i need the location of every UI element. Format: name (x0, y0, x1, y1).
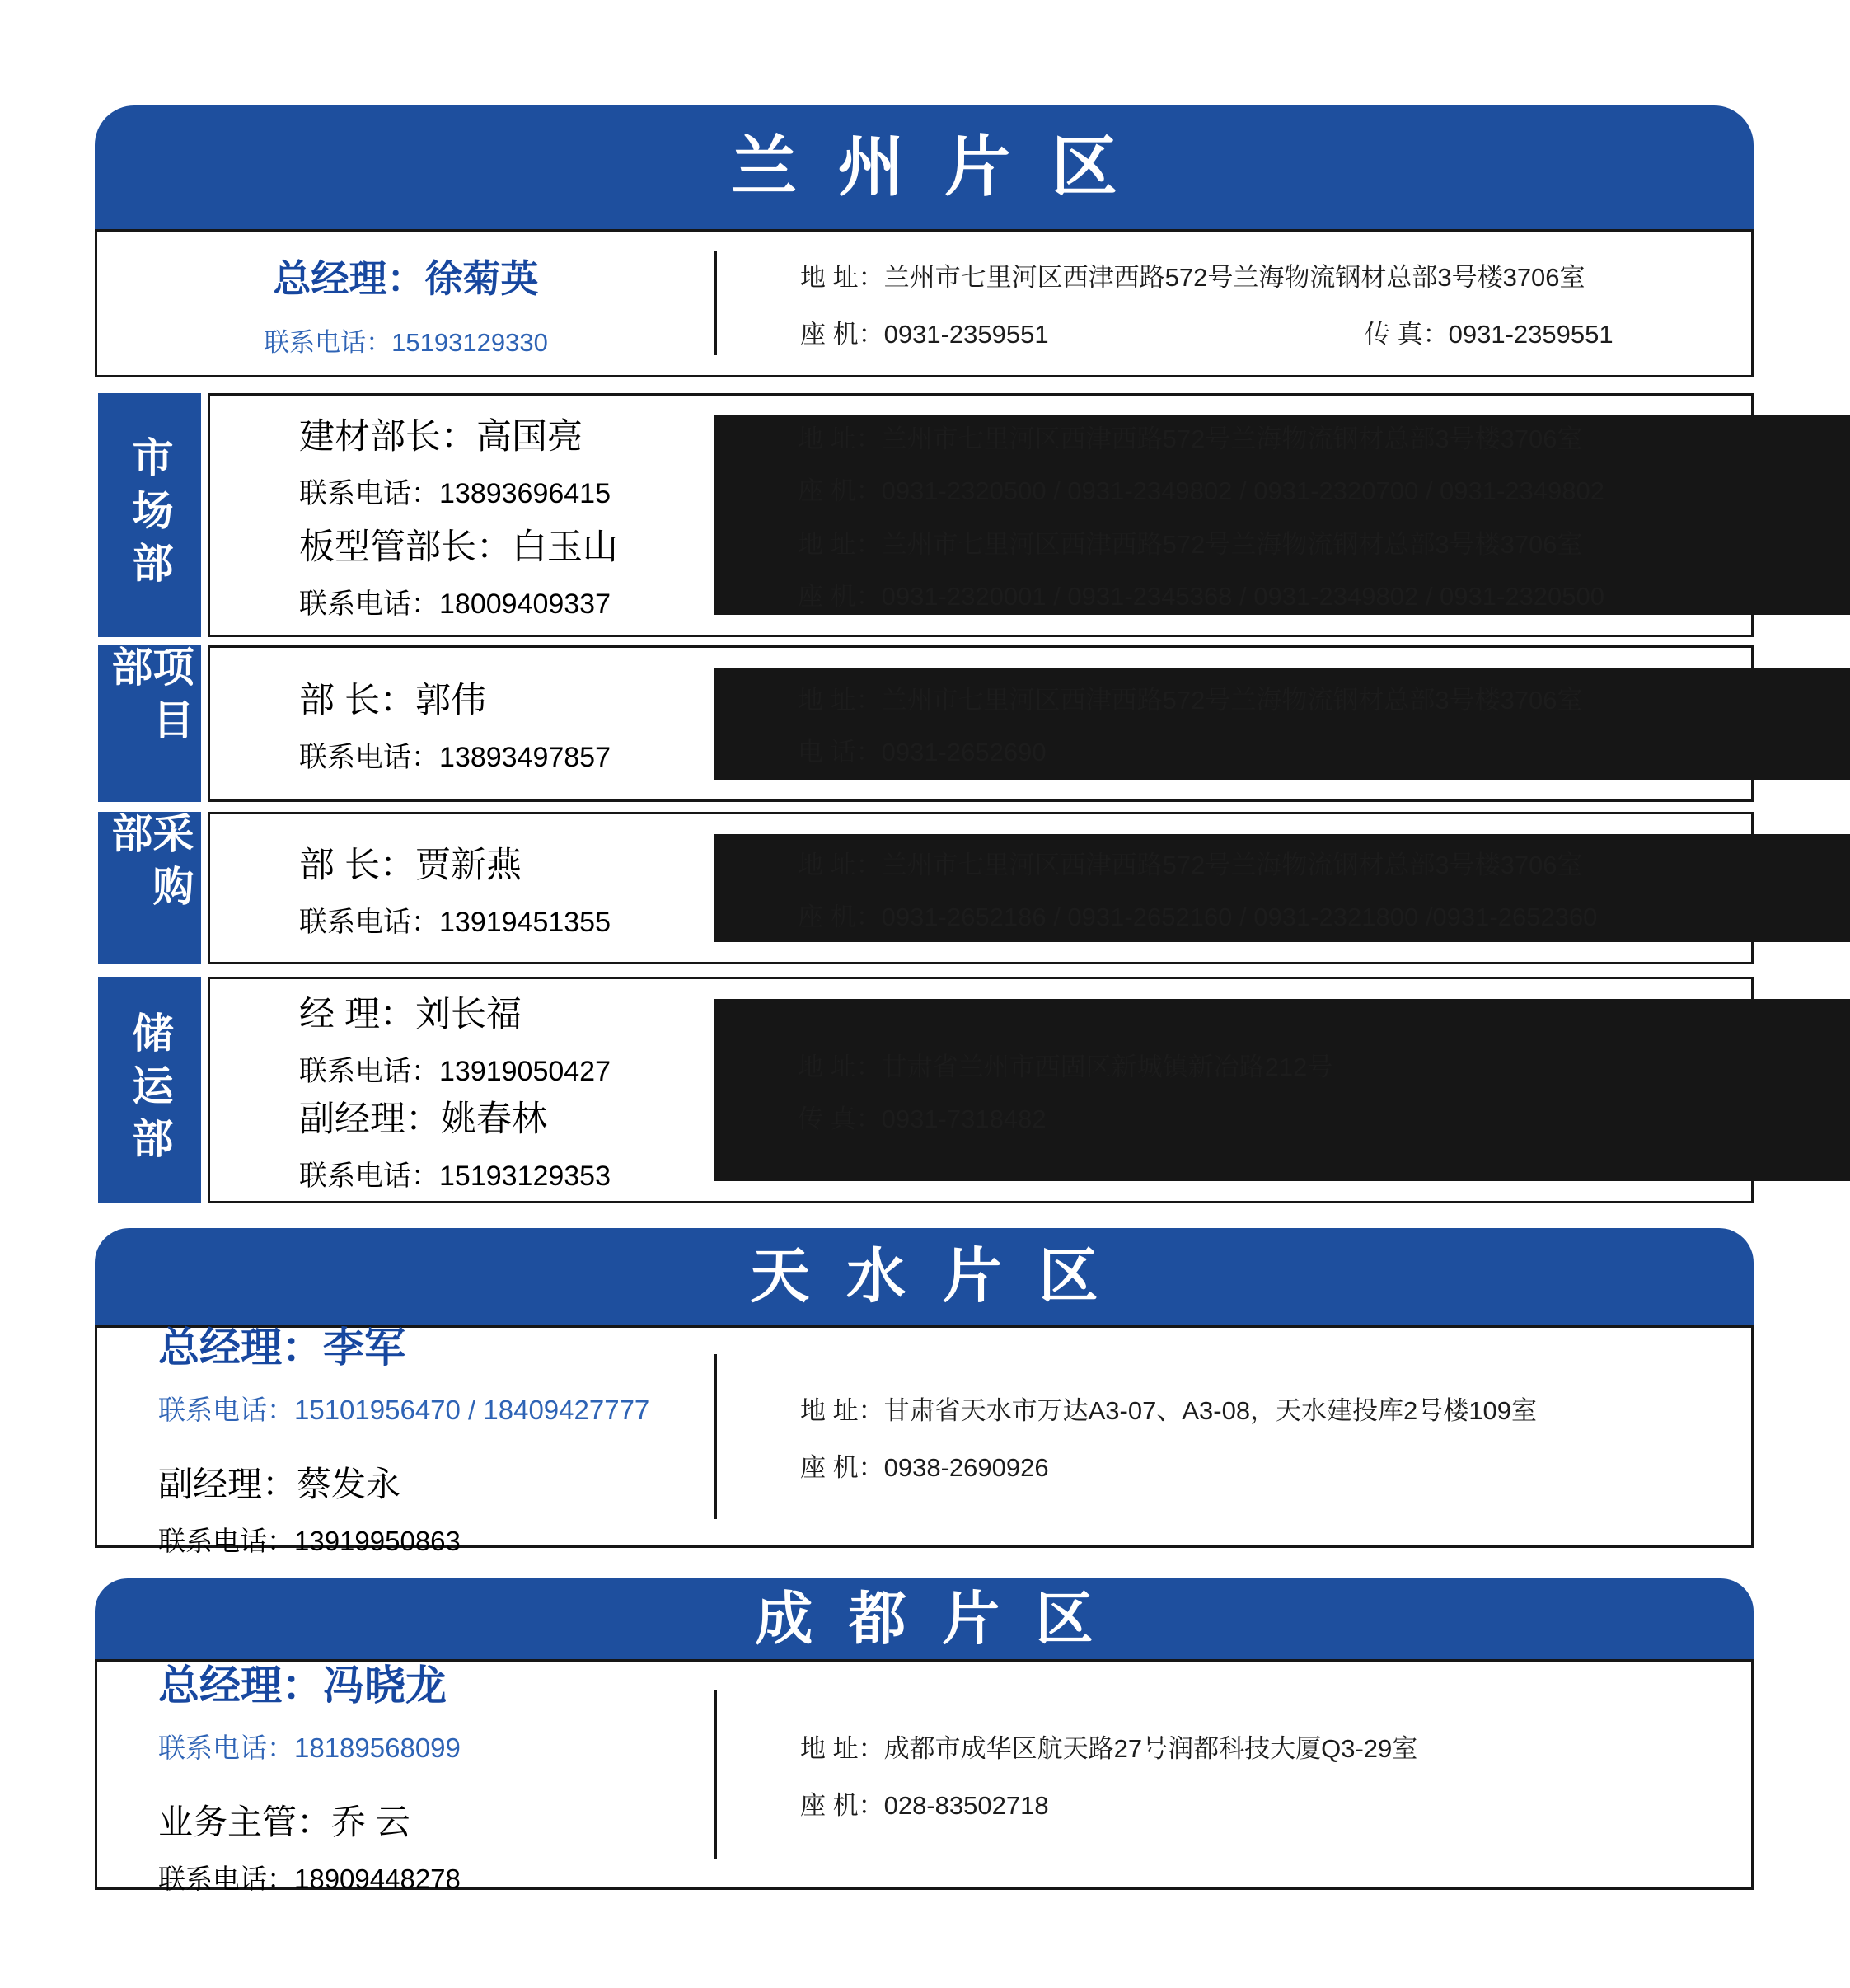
contact-block (798, 1046, 1743, 1135)
contact-block (798, 679, 1743, 768)
chengdu-gm-phone: 联系电话：18189568099 (158, 1732, 461, 1763)
dept-tab-label: 储运部 (126, 1010, 173, 1170)
dept-tab-storage (98, 977, 201, 1203)
dept-tab-marketing (98, 393, 201, 637)
dept-tab-label: 项目部 (105, 645, 194, 751)
dept-row-purchasing (95, 812, 1754, 964)
person (299, 519, 719, 621)
contact-landline: 座 机：0931-2652186 / 0931-2652160 / 0931-2321800 /0931-2652360 (798, 902, 1598, 931)
person (299, 1091, 719, 1193)
chengdu-gm-name: 总经理：冯晓龙 (158, 1661, 447, 1709)
dept-card-marketing (208, 393, 1754, 637)
person-phone: 联系电话：18009409337 (299, 588, 611, 620)
tianshui-section-header (95, 1228, 1754, 1325)
contact-address: 地 址：兰州市七里河区西津西路572号兰海物流钢材总部3号楼3706室 (798, 424, 1583, 453)
tianshui-gm-name: 总经理：李军 (158, 1323, 405, 1371)
lanzhou-gm-phones (800, 313, 1735, 350)
contact-landline: 电 话：0931-2652690 (798, 738, 1047, 767)
tianshui-deputy-name: 副经理：蔡发永 (158, 1465, 401, 1503)
chengdu-landline: 座 机：028-83502718 (800, 1791, 1049, 1820)
person (299, 987, 719, 1089)
lanzhou-section-header (95, 105, 1754, 229)
dept-contacts (798, 401, 1743, 630)
tianshui-address: 地 址：甘肃省天水市万达A3-07、A3-08，天水建投库2号楼109室 (800, 1396, 1538, 1425)
person-phone: 联系电话：13893497857 (299, 742, 611, 773)
lanzhou-gm-name: 总经理：徐菊英 (273, 256, 539, 301)
contact-fax: 传 真：0931-7318482 (798, 1104, 1047, 1133)
dept-row-storage (95, 977, 1754, 1203)
contact-address: 地 址：甘肃省兰州市西固区新城镇新冶路212号 (798, 1052, 1333, 1081)
person (299, 837, 719, 940)
dept-people (299, 819, 719, 957)
chengdu-gm-info (97, 1661, 714, 1894)
lanzhou-gm-info (97, 232, 714, 375)
dept-tab-label: 市场部 (126, 436, 173, 594)
dept-tab-label: 采购部 (105, 812, 194, 917)
lanzhou-gm-card (95, 229, 1754, 377)
chengdu-section-header (95, 1578, 1754, 1659)
tianshui-gm-phone: 联系电话：15101956470 / 18409427777 (158, 1395, 650, 1425)
dept-row-marketing (95, 393, 1754, 637)
contact-landline: 座 机：0931-2320500 / 0931-2349802 / 0931-2320700 / 0931-2349802 (798, 476, 1605, 505)
chengdu-section-title: 成都片区 (755, 1587, 1129, 1651)
lanzhou-gm-contact (714, 232, 1735, 375)
contact-landline: 座 机：0931-2320001 / 0931-2345368 / 0931-2349802 / 0931-2320500 (798, 582, 1605, 612)
contact-address: 地 址：兰州市七里河区西津西路572号兰海物流钢材总部3号楼3706室 (798, 850, 1583, 879)
lanzhou-gm-address: 地 址：兰州市七里河区西津西路572号兰海物流钢材总部3号楼3706室 (800, 263, 1585, 292)
lanzhou-section-title: 兰州片区 (731, 130, 1159, 204)
chengdu-contact (714, 1662, 1735, 1887)
contact-block (798, 844, 1743, 933)
person-phone: 联系电话：13919451355 (299, 906, 611, 938)
dept-tab-project (98, 645, 201, 802)
tianshui-deputy-phone: 联系电话：13919950863 (158, 1526, 461, 1556)
tianshui-gm-info (97, 1323, 714, 1556)
contact-block (798, 523, 1743, 612)
person-phone: 联系电话：13919050427 (299, 1056, 611, 1087)
person (299, 673, 719, 775)
tianshui-section-title: 天水片区 (750, 1244, 1136, 1310)
dept-card-storage (208, 977, 1754, 1203)
lanzhou-gm-fax: 传 真：0931-2359551 (1365, 320, 1613, 349)
tianshui-contact (714, 1328, 1735, 1545)
tianshui-gm-card (95, 1323, 1754, 1556)
dept-people (299, 653, 719, 795)
dept-card-purchasing (208, 812, 1754, 964)
chengdu-gm-card (95, 1659, 1754, 1894)
chengdu-supervisor-name: 业务主管：乔 云 (158, 1803, 410, 1841)
lanzhou-gm-landline: 座 机：0931-2359551 (800, 320, 1049, 349)
person-name: 副经理：姚春林 (299, 1099, 547, 1139)
contact-block (798, 418, 1743, 507)
contact-address: 地 址：兰州市七里河区西津西路572号兰海物流钢材总部3号楼3706室 (798, 686, 1583, 715)
dept-people (299, 401, 719, 630)
person (299, 409, 719, 511)
dept-tab-purchasing (98, 812, 201, 964)
person-name: 建材部长：高国亮 (299, 417, 583, 457)
contact-address: 地 址：兰州市七里河区西津西路572号兰海物流钢材总部3号楼3706室 (798, 530, 1583, 560)
person-name: 板型管部长：白玉山 (299, 527, 618, 567)
person-phone: 联系电话：15193129353 (299, 1160, 611, 1192)
chengdu-address: 地 址：成都市成华区航天路27号润都科技大厦Q3-29室 (800, 1734, 1418, 1763)
lanzhou-gm-phone: 联系电话：15193129330 (264, 327, 548, 357)
person-phone: 联系电话：13893696415 (299, 478, 611, 509)
dept-contacts (798, 653, 1743, 795)
dept-contacts (798, 819, 1743, 957)
person-name: 经 理：刘长福 (299, 995, 522, 1034)
dept-row-project (95, 645, 1754, 802)
dept-people (299, 984, 719, 1196)
tianshui-landline: 座 机：0938-2690926 (800, 1453, 1049, 1482)
dept-contacts (798, 984, 1743, 1196)
dept-card-project (208, 645, 1754, 802)
person-name: 部 长：贾新燕 (299, 845, 522, 885)
chengdu-supervisor-phone: 联系电话：18909448278 (158, 1864, 461, 1894)
person-name: 部 长：郭伟 (299, 681, 486, 720)
